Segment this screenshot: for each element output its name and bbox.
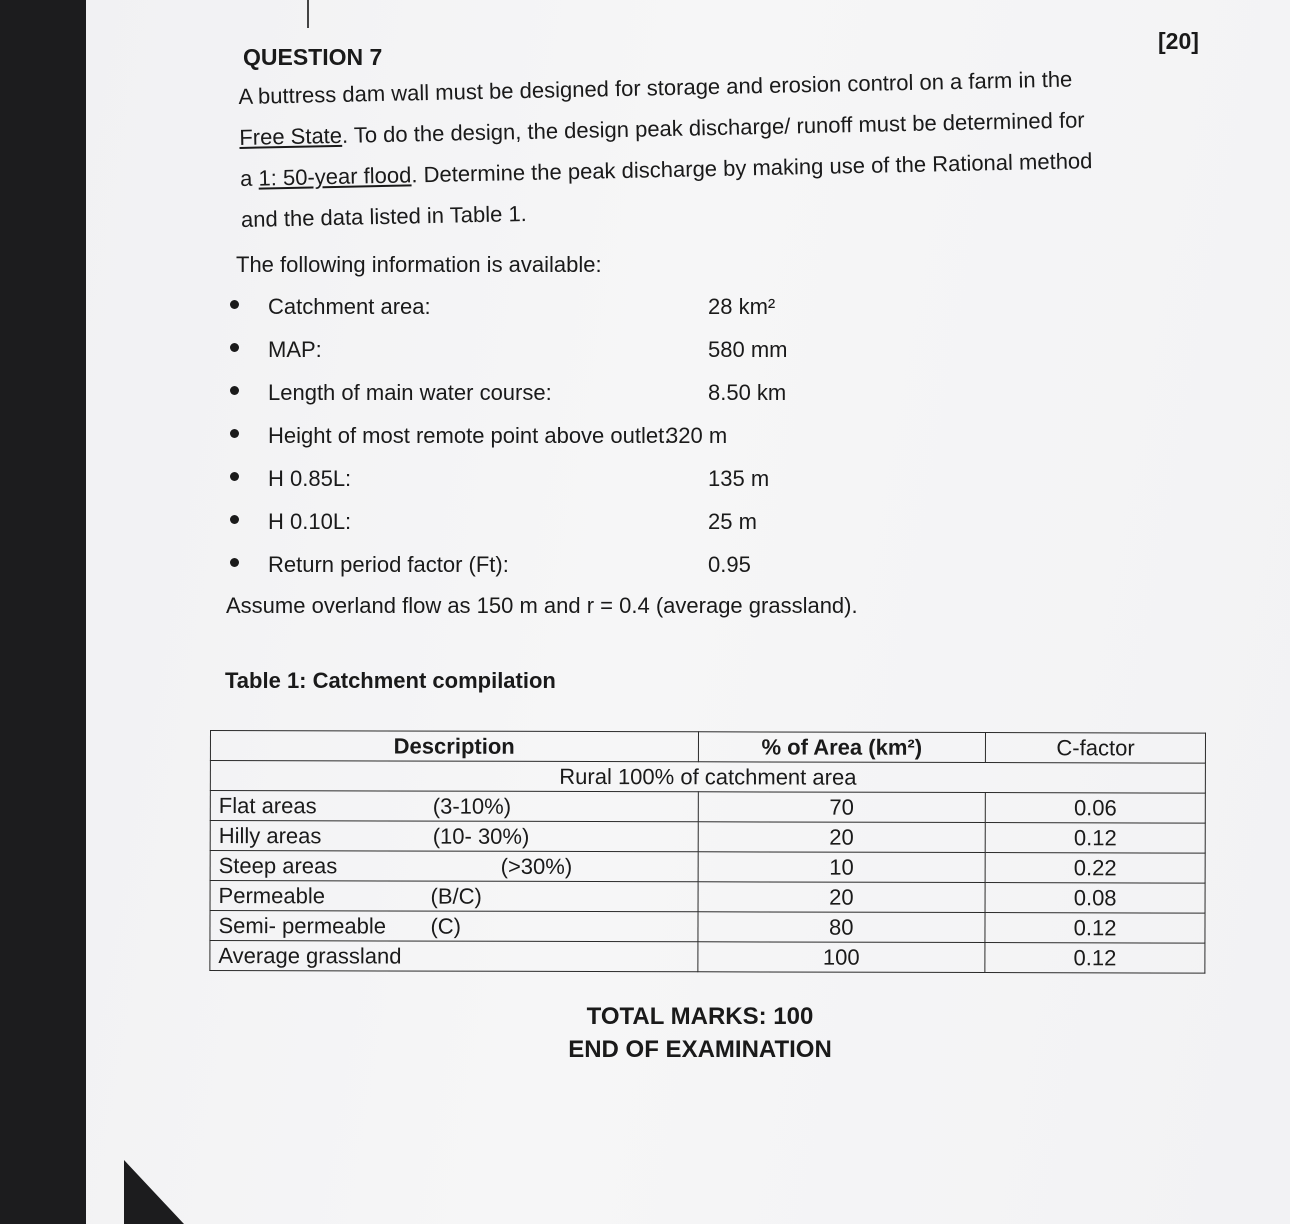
desc-cell [210,851,698,882]
range-text: (>30%) [500,853,573,879]
desc-cell [210,881,698,912]
c-factor-cell: 0.08 [985,883,1205,914]
c-factor-cell: 0.12 [985,823,1205,854]
desc-cell [210,821,698,852]
header-description: Description [210,731,698,762]
c-factor-cell: 0.12 [985,943,1205,974]
bullet-icon [230,429,239,438]
table-row [210,911,1205,944]
c-factor-cell: 0.12 [985,913,1205,944]
c-factor-cell: 0.06 [985,793,1205,824]
area-cell: 20 [698,822,986,853]
total-marks: TOTAL MARKS: 100 [586,1003,814,1030]
assumption-text: Assume overland flow as 150 m and r = 0.4 (average grassland). [226,593,858,618]
info-item-map [226,333,926,376]
info-intro: The following information is available: [236,252,602,277]
info-value: 580 mm [708,337,788,362]
footer [520,1000,880,1066]
header-c-factor: C-factor [986,733,1206,764]
c-factor-cell: 0.22 [985,853,1205,884]
catchment-table [209,730,1206,974]
info-item-h085l [226,462,926,505]
info-value: 25 m [708,509,757,534]
table-span-row [210,761,1205,794]
end-of-exam: END OF EXAMINATION [568,1036,832,1063]
problem-line: A buttress dam wall must be designed for storage and erosion control on a farm in the [238,66,1073,109]
range-text: (10- 30%) [432,823,530,849]
underlined-text: 1: 50-year flood [258,162,412,191]
problem-statement [238,56,1201,240]
info-label: H 0.85L: [268,466,352,491]
desc-text: Average grassland [218,942,402,969]
bullet-icon [230,300,239,309]
bullet-icon [230,343,239,352]
desc-text: Permeable [218,882,325,908]
rural-span-cell: Rural 100% of catchment area [210,761,1205,794]
info-item-catchment-area [226,290,926,333]
area-cell: 20 [698,882,986,913]
bullet-icon [230,558,239,567]
info-label: Length of main water course: [268,380,552,405]
area-cell: 70 [698,792,986,823]
area-cell: 80 [697,912,985,943]
info-value: 28 km² [708,294,776,319]
question-title: QUESTION 7 [243,44,383,70]
table-header-row [210,731,1205,764]
problem-text: . Determine the peak discharge by making use of the Rational method [411,148,1093,188]
problem-text: . To do the design, the design peak discharge/ runoff must be determined for [341,107,1085,148]
range-text: (B/C) [430,883,482,909]
question-marks: [20] [1158,28,1199,54]
info-value: 320 m [666,423,728,448]
info-item-return-period [226,548,926,591]
problem-line: and the data listed in Table 1. [240,200,528,232]
desc-text: Steep areas [218,852,338,878]
underlined-text: Free State [239,122,343,150]
table-caption: Table 1: Catchment compilation [225,668,556,693]
desc-cell [210,941,698,972]
info-label: MAP: [268,337,322,362]
info-item-height [226,419,926,462]
bullet-icon [230,515,239,524]
desc-text: Flat areas [218,792,317,818]
paper-corner-shadow [124,1160,184,1224]
info-label: Height of most remote point above outlet: [268,423,671,448]
table-row [210,821,1205,854]
info-label: Return period factor (Ft): [268,552,509,577]
bullet-icon [230,472,239,481]
pen-mark [307,0,309,28]
range-text: (C) [430,913,462,939]
info-item-h010l [226,505,926,548]
bullet-icon [230,386,239,395]
info-value: 0.95 [708,552,751,577]
info-label: H 0.10L: [268,509,352,534]
info-item-length [226,376,926,419]
table-row [210,941,1205,974]
area-cell: 10 [698,852,986,883]
table-row [210,881,1205,914]
info-list [226,290,926,591]
table-row [210,791,1205,824]
range-text: (3-10%) [432,793,512,819]
info-value: 135 m [708,466,770,491]
header-area: % of Area (km²) [698,732,986,763]
desc-cell [210,911,698,942]
problem-text: a [239,165,259,191]
desc-text: Hilly areas [218,822,322,848]
table-row [210,851,1205,884]
info-value: 8.50 km [708,380,787,405]
info-label: Catchment area: [268,294,431,319]
desc-text: Semi- permeable [218,912,387,938]
area-cell: 100 [697,942,985,973]
desc-cell [210,791,698,822]
